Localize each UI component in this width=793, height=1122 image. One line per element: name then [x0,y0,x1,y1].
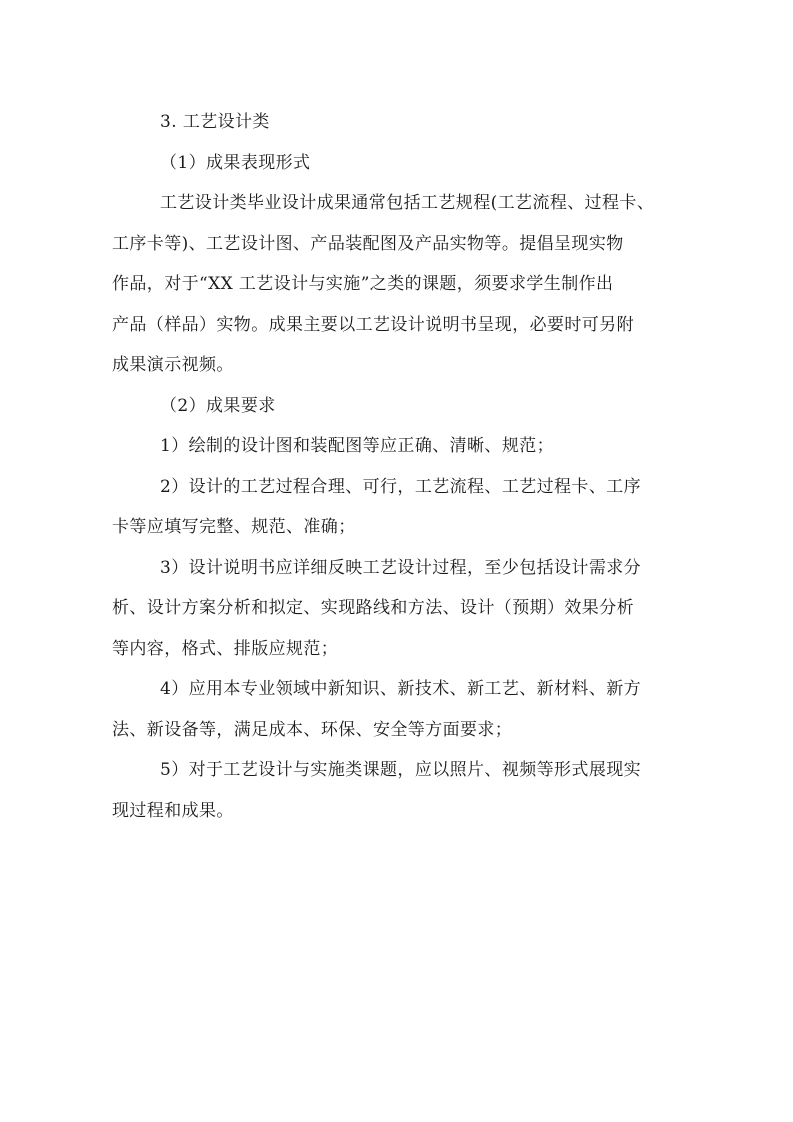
list-item-3: 3）设计说明书应详细反映工艺设计过程，至少包括设计需求分 [160,557,642,578]
list-item-4: 4）应用本专业领域中新知识、新技术、新工艺、新材料、新方 [160,679,642,699]
paragraph-line: 作品，对于“XX 工艺设计与实施”之类的课题，须要求学生制作出 [112,274,614,294]
subsection-title-2: （2）成果要求 [160,395,276,416]
section-title: 3. 工艺设计类 [160,112,270,132]
list-item-2-cont: 卡等应填写完整、规范、准确； [112,517,356,537]
paragraph-line: 工序卡等)、工艺设计图、产品装配图及产品实物等。提倡呈现实物 [112,233,624,254]
list-item-3-cont: 等内容，格式、排版应规范； [112,638,339,659]
paragraph-line: 产品（样品）实物。成果主要以工艺设计说明书呈现，必要时可另附 [112,314,634,335]
list-item-2: 2）设计的工艺过程合理、可行，工艺流程、工艺过程卡、工序 [160,476,642,497]
list-item-5-cont: 现过程和成果。 [112,800,234,821]
document-body [112,102,682,831]
paragraph-line: 成果演示视频。 [112,355,234,375]
list-item-4-cont: 法、新设备等，满足成本、环保、安全等方面要求； [112,719,513,740]
list-item-3-cont: 析、设计方案分析和拟定、实现路线和方法、设计（预期）效果分析 [112,598,634,618]
list-item-1: 1）绘制的设计图和装配图等应正确、清晰、规范； [160,436,555,456]
paragraph-line: 工艺设计类毕业设计成果通常包括工艺规程(工艺流程、过程卡、 [160,193,655,213]
list-item-5: 5）对于工艺设计与实施类课题，应以照片、视频等形式展现实 [160,760,642,780]
subsection-title-1: （1）成果表现形式 [160,152,311,173]
